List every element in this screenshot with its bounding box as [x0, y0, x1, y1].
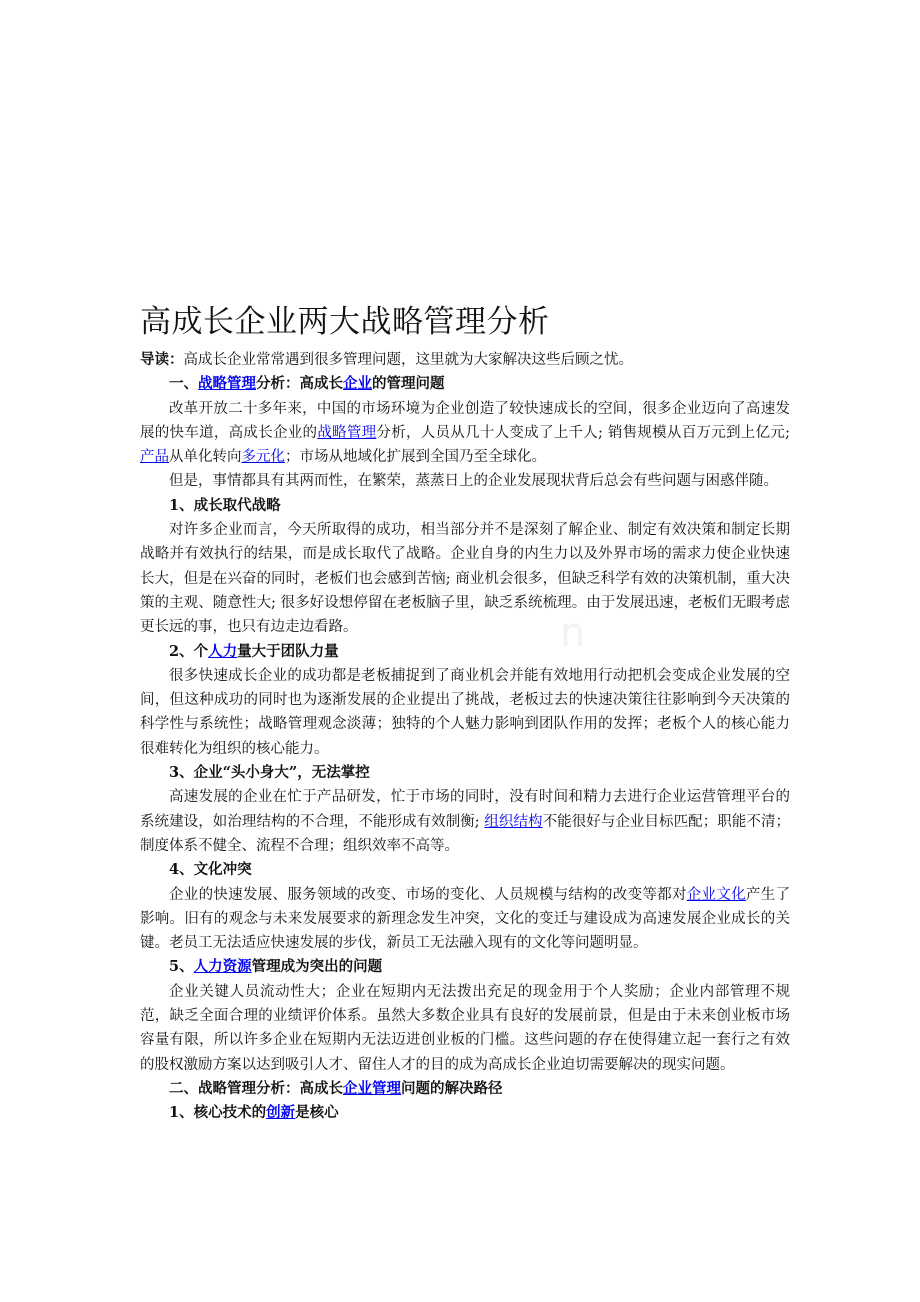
- link-diversification[interactable]: 多元化: [241, 449, 285, 466]
- subheading-4: 4、文化冲突: [169, 861, 252, 879]
- section-heading-1: [140, 372, 790, 396]
- subheading-5: [140, 955, 790, 979]
- paragraph-1: [140, 397, 790, 470]
- link-corporate-culture[interactable]: 企业文化: [686, 886, 746, 903]
- document-page: [140, 300, 790, 1126]
- link-manpower[interactable]: 人力: [208, 642, 238, 660]
- heading-text: 一、: [169, 375, 198, 393]
- link-innovation[interactable]: 创新: [266, 1104, 296, 1122]
- heading-text: 2、个: [169, 642, 209, 660]
- paragraph-text: 分析，人员从几十人变成了上千人; 销售规模从百万元到上亿元;: [376, 424, 791, 441]
- paragraph-3: 对许多企业而言，今天所取得的成功，相当部分并不是深刻了解企业、制定有效决策和制定长期战略并有效执行的结果，而是成长取代了战略。企业自身的内生力以及外界市场的需求力使企业快速长大，但是在兴奋的同时，老板们也会感到苦恼; 商业机会很多，但缺乏科学有效的决策机制，重大决策的主观、随意性大; 很多好设想停留在老板脑子里，缺乏系统梳理。由于发展迅速，老板们无暇考虑更长远的事，也只有边走边看路。: [140, 522, 790, 636]
- subheading-2: [140, 640, 790, 664]
- heading-text: 二、战略管理分析：高成长: [169, 1079, 343, 1097]
- paragraph-text: 高速发展的企业在忙于产品研发，忙于市场的同时，没有时间和精力去进行企业运营管理平台的系统建设，如治理结构的不合理，不能形成有效制衡;: [140, 789, 790, 830]
- link-enterprise[interactable]: 企业: [343, 375, 372, 393]
- paragraph-text: 从单化转向: [169, 449, 242, 466]
- lead-paragraph: [140, 348, 790, 372]
- paragraph-text: 产生了影响。旧有的观念与未来发展要求的新理念发生冲突，文化的变迁与建设成为高速发展企业成长的关键。老员工无法适应快速发展的步伐，新员工无法融入现有的文化等问题明显。: [140, 886, 791, 952]
- link-human-resources[interactable]: 人力资源: [193, 958, 252, 976]
- lead-text: 高成长企业常常遇到很多管理问题，这里就为大家解决这些后顾之忧。: [183, 352, 633, 368]
- link-org-structure[interactable]: 组织结构: [484, 813, 543, 830]
- paragraph-text: 改革开放二十多年来，中国的市场环境为企业创造了较快速成长的空间，很多企业迈向了高速发展的快车道，高成长企业的: [140, 400, 790, 441]
- paragraph-text: 企业的快速发展、服务领域的改变、市场的变化、人员规模与结构的改变等都对: [169, 886, 687, 903]
- lead-label: 导读：: [140, 351, 184, 368]
- heading-text: 5、: [169, 958, 194, 976]
- link-enterprise-management[interactable]: 企业管理: [343, 1079, 401, 1097]
- paragraph-text: 不能很好与企业目标匹配；职能不清；制度体系不健全、流程不合理；组织效率不高等。: [140, 813, 791, 854]
- paragraph-2: 但是，事情都具有其两而性，在繁荣，蒸蒸日上的企业发展现状背后总会有些问题与困惑伴随。: [169, 473, 778, 490]
- paragraph-text: ；市场从地域化扩展到全国乃至全球化。: [285, 449, 546, 466]
- paragraph-6: [140, 883, 790, 956]
- watermark: n: [560, 610, 588, 656]
- section-heading-2: [140, 1077, 790, 1101]
- heading-text: 问题的解决路径: [401, 1079, 503, 1097]
- heading-text: 1、核心技术的: [169, 1104, 267, 1122]
- heading-text: 是核心: [295, 1104, 339, 1122]
- paragraph-7: 企业关键人员流动性大；企业在短期内无法拨出充足的现金用于个人奖励；企业内部管理不规范，缺乏全面合理的业绩评价体系。虽然大多数企业具有良好的发展前景，但是由于未来创业板市场容量有限，所以许多企业在短期内无法迈进创业板的门槛。这些问题的存在使得建立起一套行之有效的股权激励方案以达到吸引人才、留住人才的目的成为高成长企业迫切需要解决的现实问题。: [140, 983, 790, 1073]
- link-product[interactable]: 产品: [140, 449, 169, 466]
- page-title: 高成长企业两大战略管理分析: [140, 304, 550, 340]
- paragraph-4: 很多快速成长企业的成功都是老板捕捉到了商业机会并能有效地用行动把机会变成企业发展的空间，但这种成功的同时也为逐渐发展的企业提出了挑战，老板过去的快速决策往往影响到今天决策的科学性与系统性；战略管理观念淡薄；独特的个人魅力影响到团队作用的发挥；老板个人的核心能力很难转化为组织的核心能力。: [140, 667, 790, 757]
- heading-text: 量大于团队力量: [237, 642, 339, 660]
- link-strategy-management[interactable]: 战略管理: [198, 375, 256, 393]
- link-strategy-management-2[interactable]: 战略管理: [317, 424, 377, 441]
- heading-text: 管理成为突出的问题: [251, 958, 383, 976]
- heading-text: 的管理问题: [372, 375, 445, 393]
- paragraph-5: [140, 785, 790, 858]
- subheading-1: 1、成长取代战略: [169, 496, 281, 514]
- subheading-3: 3、企业“头小身大”，无法掌控: [169, 764, 370, 782]
- subheading-6: [140, 1101, 790, 1125]
- heading-text: 分析：高成长: [256, 375, 343, 393]
